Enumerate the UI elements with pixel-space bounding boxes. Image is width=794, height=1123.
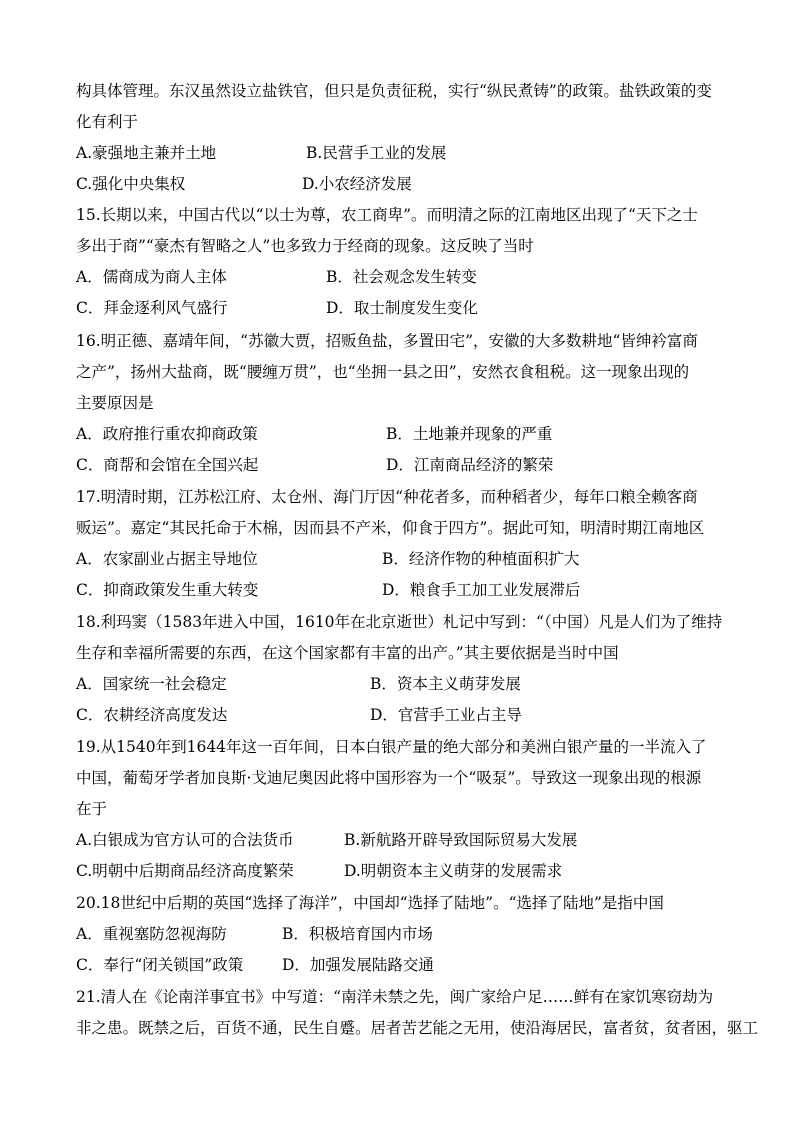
option-d: D．江南商品经济的繁荣 bbox=[386, 456, 554, 474]
option-b: B．积极培育国内市场 bbox=[282, 925, 433, 943]
option-b: B．土地兼并现象的严重 bbox=[386, 425, 553, 443]
option-d: D．官营手工业占主导 bbox=[370, 706, 522, 724]
question-16: 16.明正德、嘉靖年间，“苏徽大贾，招贩鱼盐，多置田宅”，安徽的大多数耕地“皆绅衿富商 bbox=[76, 332, 698, 350]
text-line: 多出于商”“豪杰有智略之人”也多致力于经商的现象。这反映了当时 bbox=[76, 237, 534, 255]
question-15: 15.长期以来，中国古代以“以士为尊，农工商卑”。而明清之际的江南地区出现了“天下之士 bbox=[76, 206, 698, 224]
question-17: 17.明清时期，江苏松江府、太仓州、海门厅因“种花者多，而种稻者少，每年口粮全赖客商 bbox=[76, 488, 698, 506]
option-a: A．重视塞防忽视海防 bbox=[76, 925, 227, 943]
text-line: 主要原因是 bbox=[76, 394, 154, 412]
question-19: 19.从1540年到1644年这一百年间，日本白银产量的绝大部分和美洲白银产量的一半流入了 bbox=[76, 738, 707, 756]
option-c: C．抑商政策发生重大转变 bbox=[76, 581, 259, 599]
text-line: 中国，葡萄牙学者加良斯·戈迪尼奥因此将中国形容为一个“吸泵”。导致这一现象出现的根源 bbox=[76, 769, 702, 787]
text-line: 化有利于 bbox=[76, 113, 139, 131]
option-b: B．社会观念发生转变 bbox=[326, 268, 477, 286]
option-d: D．取士制度发生变化 bbox=[326, 299, 478, 317]
question-20: 20.18世纪中后期的英国“选择了海洋”，中国却“选择了陆地”。“选择了陆地”是指中国 bbox=[76, 894, 664, 912]
option-b: B.新航路开辟导致国际贸易大发展 bbox=[344, 831, 578, 849]
option-b: B.民营手工业的发展 bbox=[306, 144, 447, 162]
option-a: A．政府推行重农抑商政策 bbox=[76, 425, 258, 443]
option-a: A．农家副业占据主导地位 bbox=[76, 550, 258, 568]
option-d: D.小农经济发展 bbox=[302, 175, 412, 193]
text-line: 非之患。既禁之后，百货不通，民生自蹙。居者苦艺能之无用，使沿海居民，富者贫，贫者困，驱工 bbox=[76, 1019, 759, 1037]
text-line: 贩运”。嘉定“其民托命于木棉，因而县不产米，仰食于四方”。据此可知，明清时期江南地区 bbox=[76, 519, 705, 537]
text-line: 在于 bbox=[76, 800, 108, 818]
option-a: A．儒商成为商人主体 bbox=[76, 268, 227, 286]
option-c: C.强化中央集权 bbox=[76, 175, 186, 193]
option-b: B．经济作物的种植面积扩大 bbox=[382, 550, 580, 568]
question-21: 21.清人在《论南洋事宜书》中写道：“南洋未禁之先，闽广家给户足……鲜有在家饥寒窃劫为 bbox=[76, 988, 714, 1006]
question-18: 18.利玛窦（1583年进入中国，1610年在北京逝世）札记中写到：“（中国）凡是人们为了维持 bbox=[76, 613, 723, 631]
option-b: B．资本主义萌芽发展 bbox=[370, 675, 521, 693]
option-a: A.豪强地主兼并土地 bbox=[76, 144, 217, 162]
option-a: A．国家统一社会稳定 bbox=[76, 675, 227, 693]
option-a: A.白银成为官方认可的合法货币 bbox=[76, 831, 294, 849]
option-d: D．加强发展陆路交通 bbox=[282, 956, 434, 974]
text-line: 构具体管理。东汉虽然设立盐铁官，但只是负责征税，实行“纵民煮铸”的政策。盐铁政策的变 bbox=[76, 82, 712, 100]
option-d: D．粮食手工加工业发展滞后 bbox=[382, 581, 581, 599]
option-c: C．奉行“闭关锁国”政策 bbox=[76, 956, 244, 974]
text-line: 生存和幸福所需要的东西，在这个国家都有丰富的出产。”其主要依据是当时中国 bbox=[76, 644, 619, 662]
option-c: C．农耕经济高度发达 bbox=[76, 706, 228, 724]
text-line: 之产”，扬州大盐商，既“腰缠万贯”，也“坐拥一县之田”，安然衣食租税。这一现象出现的 bbox=[76, 363, 690, 381]
option-c: C．拜金逐利风气盛行 bbox=[76, 299, 228, 317]
option-c: C．商帮和会馆在全国兴起 bbox=[76, 456, 259, 474]
option-d: D.明朝资本主义萌芽的发展需求 bbox=[344, 862, 563, 880]
option-c: C.明朝中后期商品经济高度繁荣 bbox=[76, 862, 294, 880]
